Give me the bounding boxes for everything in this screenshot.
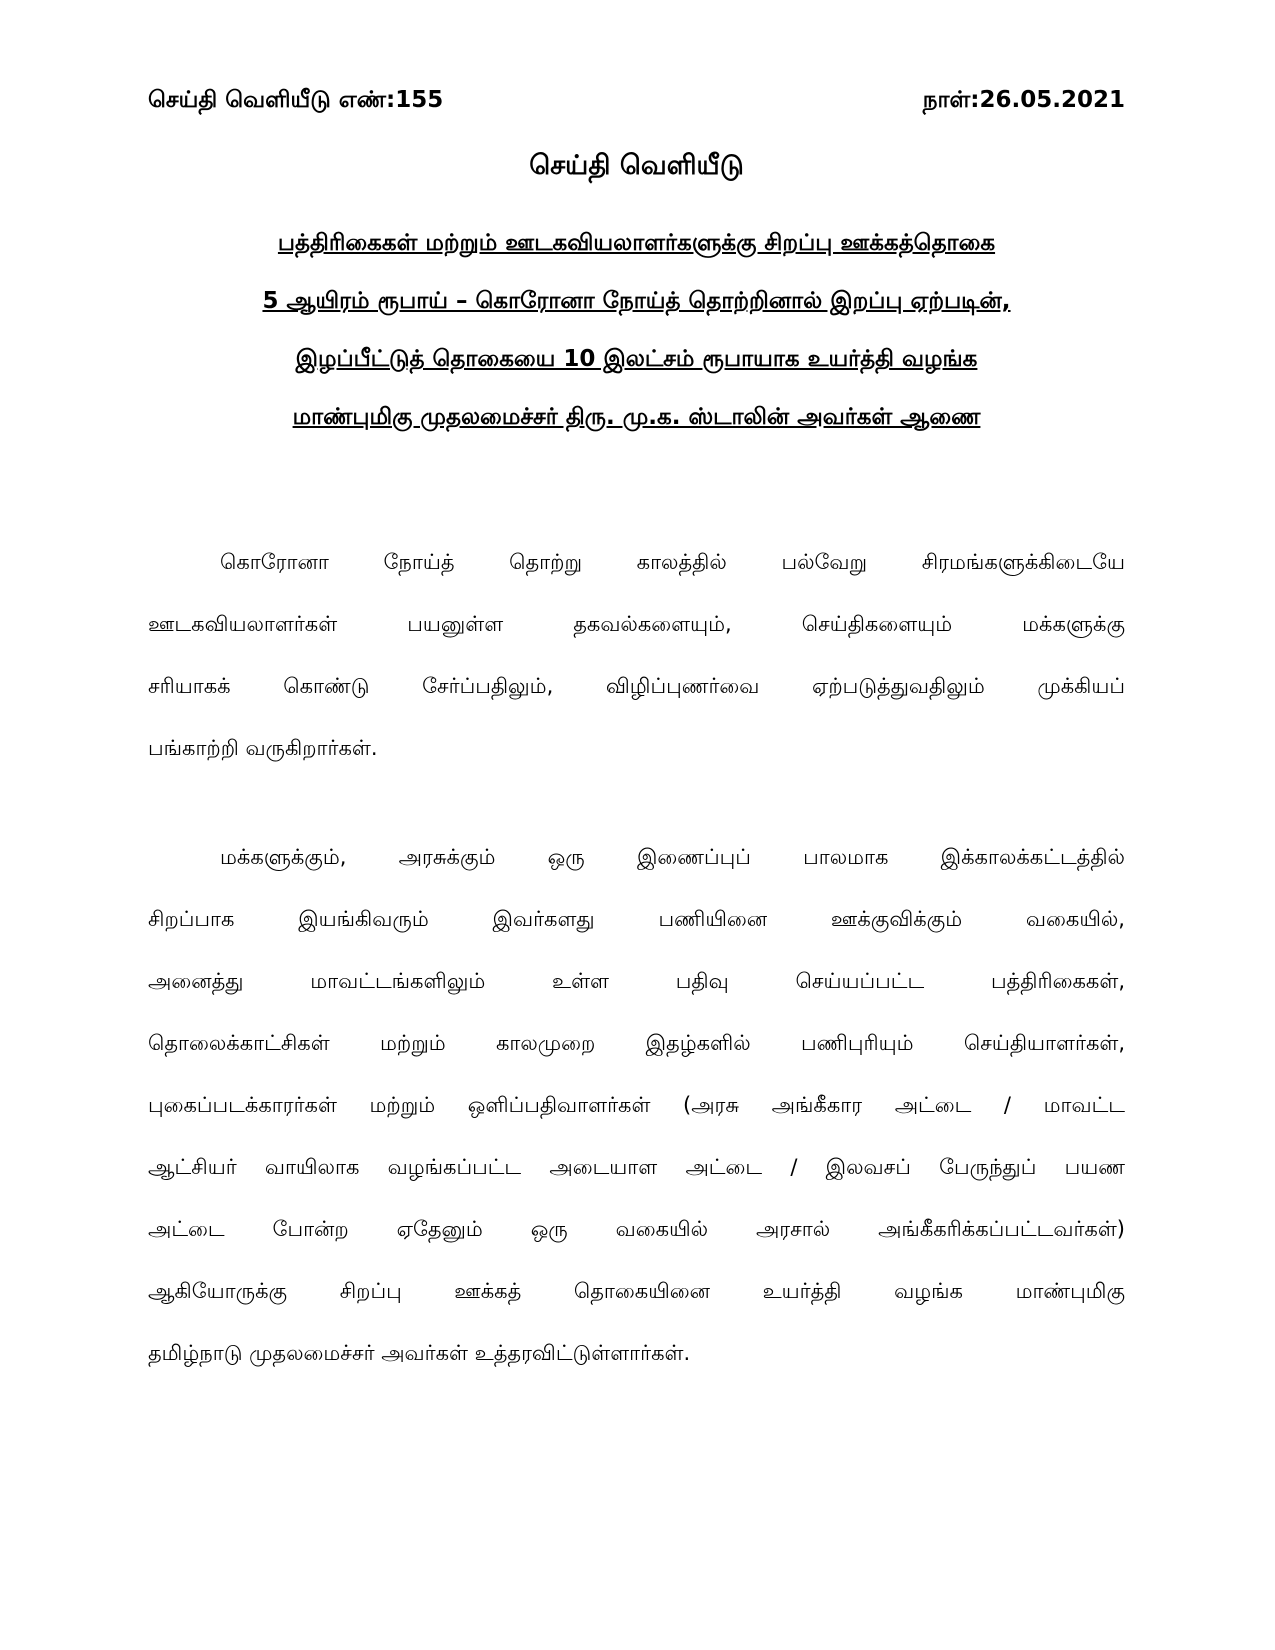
body-paragraph-1 (148, 531, 1125, 779)
page-title: செய்தி வெளியீடு (529, 150, 744, 181)
paragraph-line: கொரோனா நோய்த் தொற்று காலத்தில் பல்வேறு சிரமங்களுக்கிடையே (220, 550, 1125, 574)
paragraph-line: பங்காற்றி வருகிறார்கள். (148, 736, 378, 760)
release-number: செய்தி வெளியீடு எண்:155 (148, 87, 444, 113)
paragraph-line: அனைத்து மாவட்டங்களிலும் உள்ள பதிவு செய்யப்பட்ட பத்திரிகைகள், (148, 969, 1125, 993)
paragraph-line: மக்களுக்கும், அரசுக்கும் ஒரு இணைப்புப் பாலமாக இக்காலக்கட்டத்தில் (220, 845, 1125, 869)
release-date: நாள்:26.05.2021 (922, 87, 1125, 113)
paragraph-line: ஊடகவியலாளர்கள் பயனுள்ள தகவல்களையும், செய்திகளையும் மக்களுக்கு (148, 612, 1125, 636)
paragraph-line: சரியாகக் கொண்டு சேர்ப்பதிலும், விழிப்புணர்வை ஏற்படுத்துவதிலும் முக்கியப் (148, 674, 1125, 698)
paragraph-line: புகைப்படக்காரர்கள் மற்றும் ஒளிப்பதிவாளர்கள் (அரசு அங்கீகார அட்டை / மாவட்ட (148, 1093, 1125, 1117)
headline-line: பத்திரிகைகள் மற்றும் ஊடகவியலாளர்களுக்கு சிறப்பு ஊக்கத்தொகை (277, 230, 996, 256)
paragraph-line: சிறப்பாக இயங்கிவரும் இவர்களது பணியினை ஊக்குவிக்கும் வகையில், (148, 907, 1125, 931)
headline-line: இழப்பீட்டுத் தொகையை 10 இலட்சம் ரூபாயாக உயர்த்தி வழங்க (295, 346, 978, 372)
body-paragraph-2 (148, 826, 1125, 1384)
paragraph-line: தொலைக்காட்சிகள் மற்றும் காலமுறை இதழ்களில் பணிபுரியும் செய்தியாளர்கள், (148, 1031, 1125, 1055)
paragraph-line: ஆட்சியர் வாயிலாக வழங்கப்பட்ட அடையாள அட்டை / இலவசப் பேருந்துப் பயண (148, 1155, 1125, 1179)
headline-line: 5 ஆயிரம் ரூபாய் – கொரோனா நோய்த் தொற்றினால் இறப்பு ஏற்படின், (262, 288, 1011, 314)
paragraph-line: ஆகியோருக்கு சிறப்பு ஊக்கத் தொகையினை உயர்த்தி வழங்க மாண்புமிகு (148, 1279, 1125, 1303)
paragraph-line: தமிழ்நாடு முதலமைச்சர் அவர்கள் உத்தரவிட்டுள்ளார்கள். (148, 1341, 691, 1365)
header-row (148, 84, 1125, 116)
paragraph-line: அட்டை போன்ற ஏதேனும் ஒரு வகையில் அரசால் அங்கீகரிக்கப்பட்டவர்கள்) (148, 1217, 1125, 1241)
headline (148, 214, 1125, 446)
headline-line: மாண்புமிகு முதலமைச்சர் திரு. மு.க. ஸ்டாலின் அவர்கள் ஆணை (292, 404, 981, 430)
